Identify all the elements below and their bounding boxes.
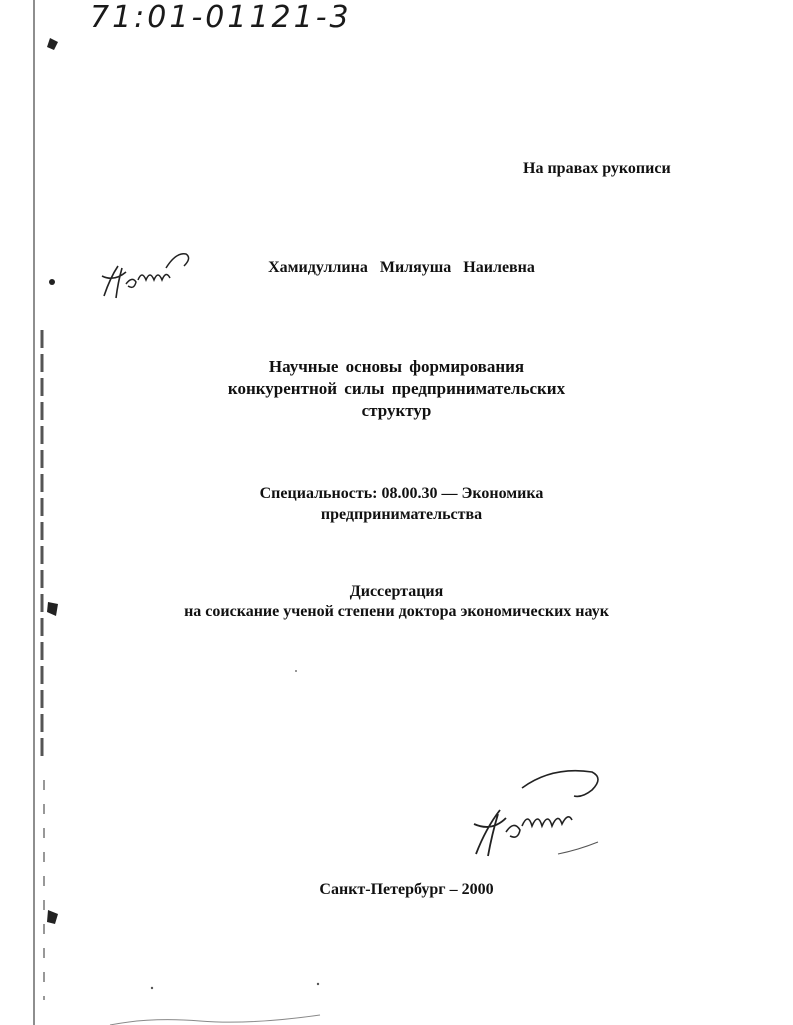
manuscript-note: На правах рукописи	[523, 160, 671, 177]
title-line: Научные основы формирования	[268, 357, 525, 376]
signature-lower	[462, 758, 612, 868]
specialty-line: предпринимательства	[320, 506, 483, 523]
dissertation-line: Диссертация	[349, 583, 444, 600]
dissertation-line: на соискание ученой степени доктора экономических наук	[184, 603, 609, 620]
specialty-line: Специальность: 08.00.30 — Экономика	[259, 485, 544, 502]
author-name: Хамидуллина Миляуша Наилевна	[268, 259, 535, 276]
city-year: Санкт-Петербург – 2000	[319, 881, 494, 898]
specialty	[0, 483, 793, 525]
title-line: структур	[361, 401, 432, 420]
title-line: конкурентной силы предпринимательских	[227, 379, 566, 398]
dissertation-degree	[0, 582, 793, 622]
registry-number: 71:01-01121-3	[90, 0, 352, 35]
dissertation-title	[0, 356, 793, 422]
